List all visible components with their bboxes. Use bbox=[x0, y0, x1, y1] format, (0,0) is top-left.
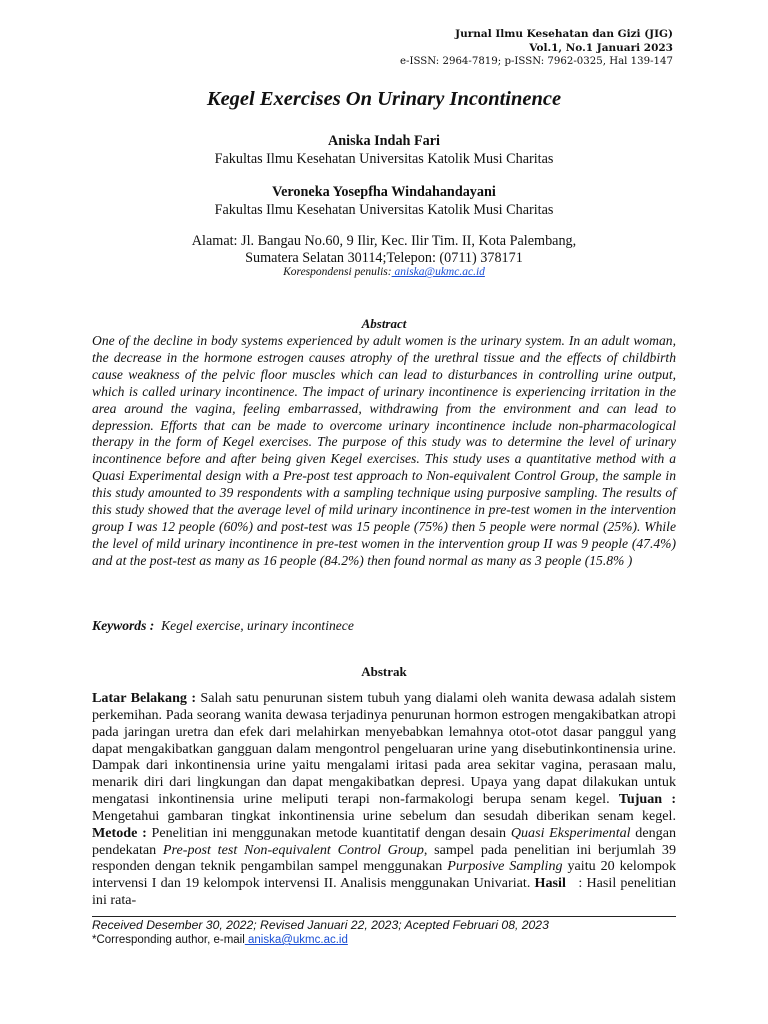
abstract-heading: Abstract bbox=[361, 316, 407, 331]
corresponding-author-line bbox=[92, 933, 549, 948]
metode-text: yaitu 20 kelompok intervensi I dan 19 kelompok intervensi II. Analisis menggunakan Univariat. bbox=[92, 858, 676, 892]
footer bbox=[92, 918, 549, 948]
metode-text: Penelitian ini menggunakan metode kuantitatif dengan desain bbox=[151, 824, 507, 841]
abstract-text: One of the decline in body systems experienced by adult women is the urinary system. In an adult woman, the decrease in the hormone estrogen causes atrophy of the urethral tissue and the effects of childbirth cause weakness of the pelvic floor muscles which can lead to disturbances in controlling urine output, which is called urinary incontinence. The impact of urinary incontinence is experiencing irritation in the area around the vagina, feeling embarrassed, withdrawing from the environment and can lead to depression. Efforts that can be made to overcome urinary incontinence include non-pharmacological therapy in the form of Kegel exercises. The purpose of this study was to determine the level of urinary incontinence before and after being given Kegel exercises. This study uses a quantitative method with a Quasi Experimental design with a Pre-post test approach to Non-equivalent Control Group, the sample in this study amounted to 39 respondents with a sampling technique using purposive sampling. The results of this study showed that the average level of mild urinary incontinence in pre-test women in the intervention group I was 12 people (60%) and post-test was 15 people (75%) then 5 people were normal (25%). While the level of mild urinary incontinence in pre-test women in the intervention group II was 9 people (47.4%) and at the post-test as many as 16 people (84.2%) then found normal as many as 3 people (15.8% ) bbox=[92, 333, 676, 568]
correspondence-line bbox=[0, 265, 768, 279]
author-block-1 bbox=[0, 132, 768, 168]
latar-text: Salah satu penurunan sistem tubuh yang dialami oleh wanita dewasa adalah sistem perkemihan. Pada seorang wanita dewasa terjadinya penurunan hormon estrogen mengakibatkan atropi pada jaringan uretra dan efek dari melahirkan menyebabkan lemahnya otot-otot dasar panggul yang dapat mengakibatkan gangguan dalam mengontrol pengeluaran urine yang disebutinkontinensia urine. Dampak dari inkontinensia urine yaitu mengalami iritasi pada area sekitar vagina, perasaan malu, menarik diri dari lingkungan dan dapat mengakibatkan depresi. Upaya yang dapat dilakukan untuk mengatasi inkontinensia urine meliputi terapi non-farmakologi berupa senam kegel. bbox=[92, 690, 676, 808]
metode-text: dengan pendekatan bbox=[92, 824, 676, 858]
latar-label: Latar Belakang : bbox=[92, 690, 197, 706]
journal-header bbox=[400, 27, 673, 69]
author-name: Aniska Indah Fari bbox=[328, 133, 440, 149]
metode-sampling: Purposive Sampling bbox=[447, 858, 563, 875]
hasil-text: : Hasil penelitian ini rata- bbox=[92, 875, 676, 909]
author-affiliation: Fakultas Ilmu Kesehatan Universitas Katolik Musi Charitas bbox=[214, 202, 554, 218]
correspondence-label: Korespondensi penulis: bbox=[283, 266, 392, 278]
footer-divider bbox=[92, 916, 676, 917]
correspondence-email-link[interactable]: aniska@ukmc.ac.id bbox=[391, 266, 485, 278]
tujuan-text: Mengetahui gambaran tingkat inkontinensia urine sebelum dan sesudah diberikan senam kegel. bbox=[92, 807, 676, 824]
journal-name: Jurnal Ilmu Kesehatan dan Gizi (JIG) bbox=[455, 28, 673, 40]
keywords-value: Kegel exercise, urinary incontinece bbox=[161, 618, 354, 633]
journal-volume: Vol.1, No.1 Januari 2023 bbox=[529, 42, 673, 54]
metode-design: Quasi Eksperimental bbox=[510, 824, 631, 841]
author-address bbox=[0, 233, 768, 267]
abstrak-text bbox=[92, 690, 676, 909]
author-block-2 bbox=[0, 183, 768, 219]
corresponding-label: *Corresponding author, e-mail bbox=[92, 934, 245, 946]
keywords-label: Keywords : bbox=[92, 618, 155, 633]
address-line-1: Alamat: Jl. Bangau No.60, 9 Ilir, Kec. Ilir Tim. II, Kota Palembang, bbox=[191, 233, 577, 249]
address-line-2: Sumatera Selatan 30114;Telepon: (0711) 378171 bbox=[245, 250, 523, 266]
corresponding-email-link[interactable]: aniska@ukmc.ac.id bbox=[244, 934, 348, 946]
author-name: Veroneka Yosepfha Windahandayani bbox=[272, 184, 496, 200]
journal-issn: e-ISSN: 2964-7819; p-ISSN: 7962-0325, Hal 139-147 bbox=[399, 56, 673, 67]
metode-label: Metode : bbox=[92, 824, 147, 841]
received-dates: Received Desember 30, 2022; Revised Januari 22, 2023; Acepted Februari 08, 2023 bbox=[92, 918, 549, 932]
paper-title: Kegel Exercises On Urinary Incontinence bbox=[206, 88, 562, 110]
metode-approach: Pre-post test Non-equivalent Control Group bbox=[162, 841, 424, 858]
tujuan-label: Tujuan : bbox=[618, 791, 677, 808]
metode-text: , sampel pada penelitian ini berjumlah 39 responden dengan teknik pengambilan sampel menggunakan bbox=[92, 841, 677, 875]
keywords-line bbox=[92, 618, 354, 634]
abstrak-heading: Abstrak bbox=[361, 664, 407, 679]
hasil-label: Hasil bbox=[534, 875, 566, 892]
author-affiliation: Fakultas Ilmu Kesehatan Universitas Katolik Musi Charitas bbox=[214, 151, 554, 167]
